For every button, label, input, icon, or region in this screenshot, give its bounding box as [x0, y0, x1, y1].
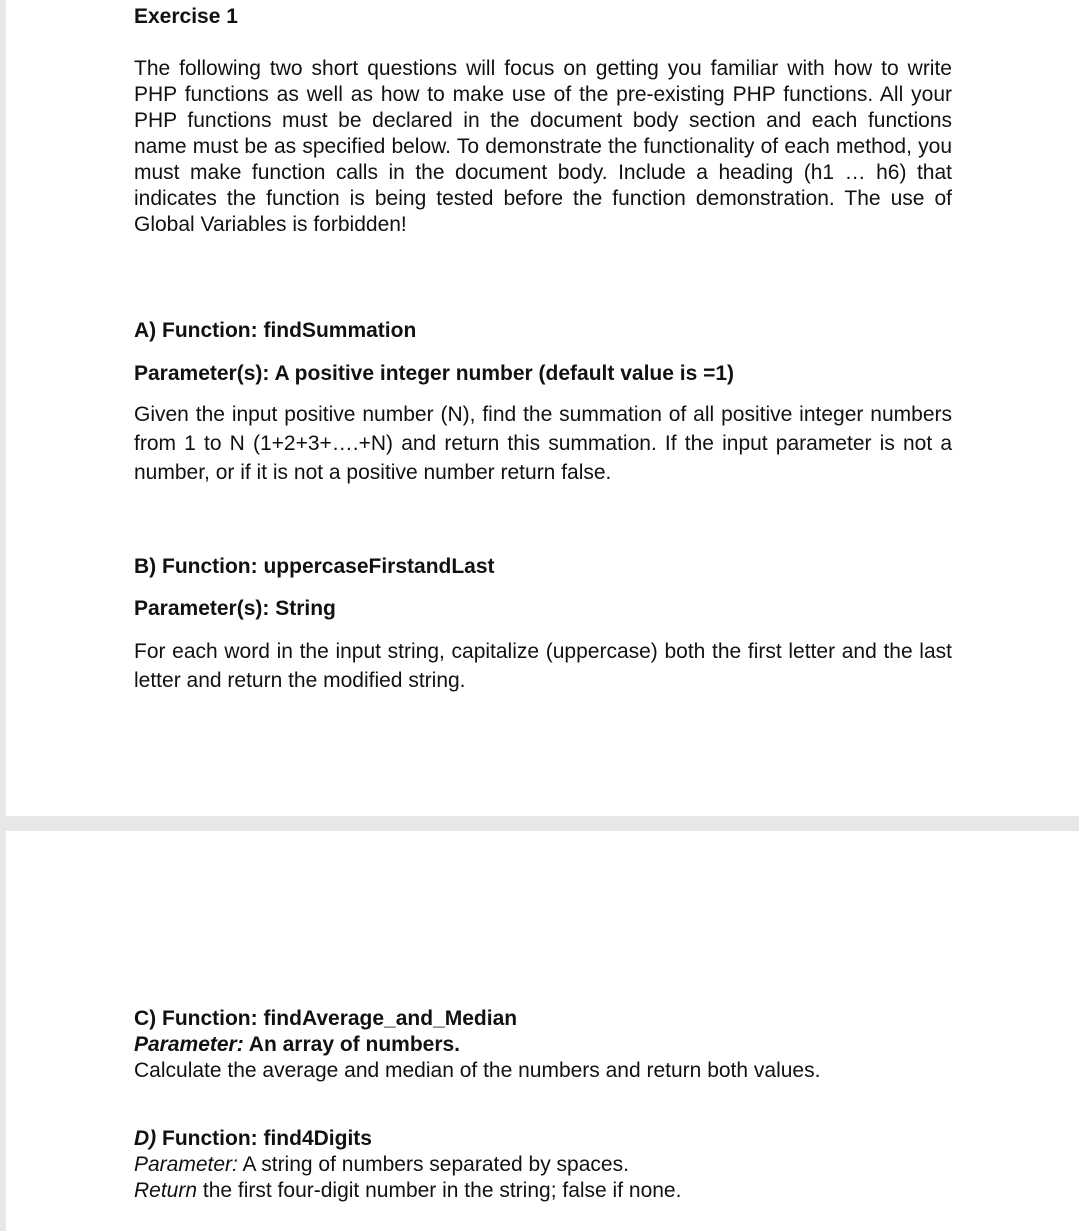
document-page-1 — [6, 0, 1079, 816]
section-a-description: Given the input positive number (N), find the summation of all positive integer numbers from 1 to N (1+2+3+….+N) and return this summation. If the input parameter is not a number, or if it is not a positive number return false. — [134, 403, 952, 484]
exercise-title: Exercise 1 — [134, 5, 238, 28]
document-page-2 — [6, 831, 1079, 1231]
section-c-parameter-label: Parameter: — [134, 1033, 244, 1056]
section-d-parameter-text: A string of numbers separated by spaces. — [237, 1153, 629, 1176]
section-d-parameter — [134, 1152, 952, 1178]
section-a-heading: A) Function: findSummation — [134, 319, 417, 342]
section-b-parameters: Parameter(s): String — [134, 597, 336, 620]
section-b-heading: B) Function: uppercaseFirstandLast — [134, 555, 495, 578]
section-d-heading-prefix: D) — [134, 1127, 157, 1150]
section-d-heading-text: Function: find4Digits — [156, 1127, 372, 1150]
section-d-parameter-label: Parameter: — [134, 1153, 238, 1176]
section-d-return-label: Return — [134, 1179, 198, 1202]
section-c-heading: C) Function: findAverage_and_Median — [134, 1007, 518, 1030]
section-d-return-text: the first four-digit number in the string; false if none. — [197, 1179, 682, 1202]
section-c-parameter — [134, 1032, 952, 1058]
intro-paragraph: The following two short questions will focus on getting you familiar with how to write PHP functions as well as how to make use of the pre-existing PHP functions. All your PHP functions must be declared in the document body section and each functions name must be as specified below. To demonstrate the functionality of each method, you must make function calls in the document body. Include a heading (h1 … h6) that indicates the function is being tested before the function demonstration. The use of Global Variables is forbidden! — [134, 57, 952, 236]
section-c-description: Calculate the average and median of the numbers and return both values. — [134, 1059, 821, 1082]
section-a-parameters: Parameter(s): A positive integer number (default value is =1) — [134, 362, 735, 385]
section-c-parameter-text: An array of numbers. — [243, 1033, 461, 1056]
section-b-description: For each word in the input string, capitalize (uppercase) both the first letter and the last letter and return the modified string. — [134, 640, 952, 692]
section-d-return — [134, 1178, 952, 1204]
section-d-heading — [134, 1126, 952, 1152]
